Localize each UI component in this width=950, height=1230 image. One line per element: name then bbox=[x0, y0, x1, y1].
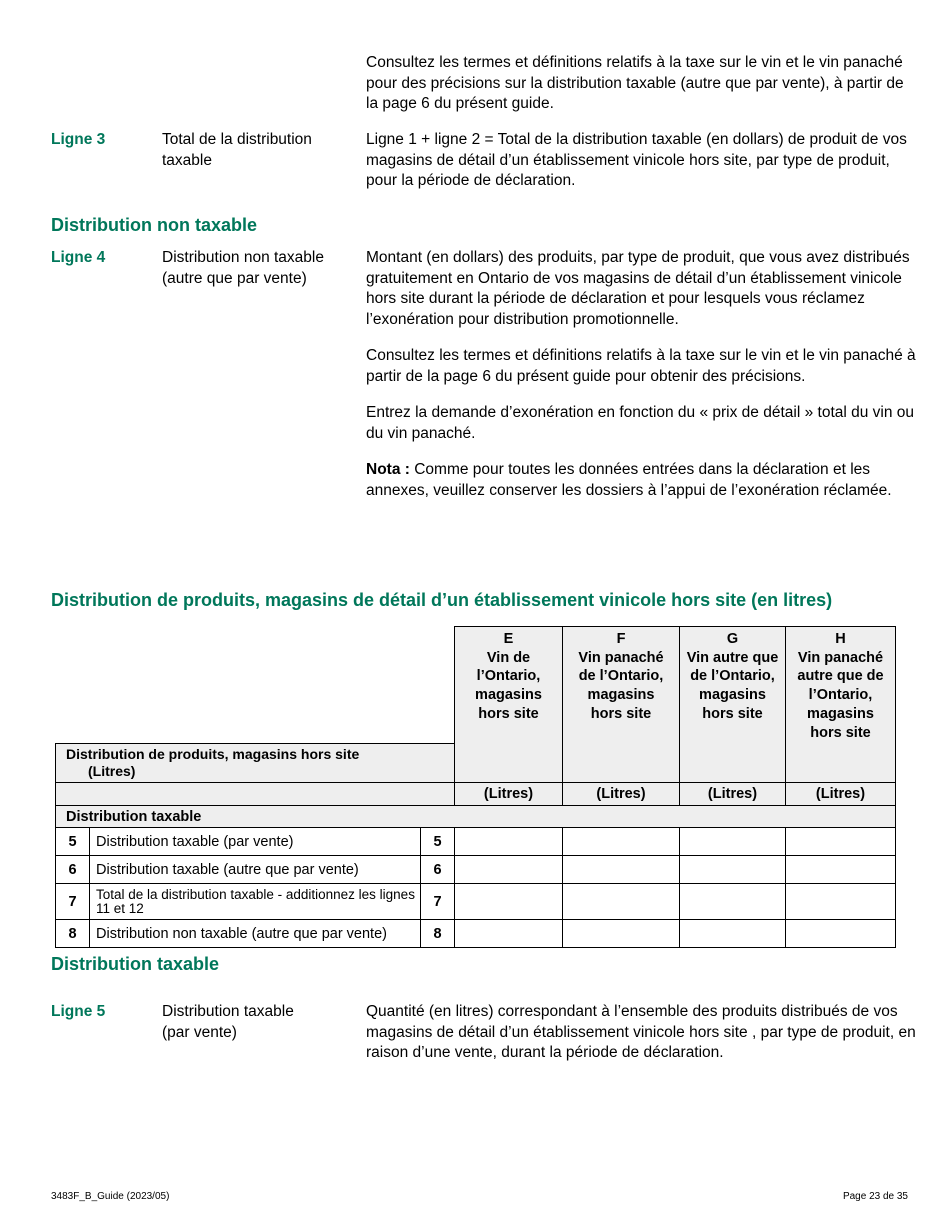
column-header-e: E Vin de l’Ontario, magasins hors site bbox=[455, 627, 563, 783]
unit-e: (Litres) bbox=[455, 783, 563, 806]
ligne4-para3: Entrez la demande d’exonération en fonction du « prix de détail » total du vin ou du vin panaché. bbox=[366, 404, 915, 442]
input-cell-8h[interactable] bbox=[786, 920, 896, 948]
ligne4-para1: Montant (en dollars) des produits, par type de produit, que vous avez distribués gratuitement en Ontario de vos magasins de détail d’un établissement vinicole hors site durant la période de déclaration et pour lesquels vous réclamez l’exonération pour distribution promotionnelle. bbox=[366, 249, 910, 328]
ligne4-nota bbox=[366, 460, 916, 501]
table-unit-spacer bbox=[56, 783, 455, 806]
footer-page-number: Page 23 de 35 bbox=[842, 1191, 908, 1202]
table-row: 5 Distribution taxable (par vente) 5 bbox=[56, 828, 896, 856]
input-cell-7g[interactable] bbox=[680, 884, 786, 920]
input-cell-7h[interactable] bbox=[786, 884, 896, 920]
table-row: 6 Distribution taxable (autre que par vente) 6 bbox=[56, 856, 896, 884]
ligne5-title: Distribution taxable (par vente) bbox=[162, 1003, 294, 1041]
intro-note: Consultez les termes et définitions relatifs à la taxe sur le vin et le vin panaché pour des précisions sur la distribution taxable (autre que par vente), à partir de la page 6 du présent guide. bbox=[366, 54, 904, 112]
input-cell-5f[interactable] bbox=[563, 828, 680, 856]
input-cell-5e[interactable] bbox=[455, 828, 563, 856]
ligne4-label: Ligne 4 bbox=[51, 249, 106, 266]
section-heading-non-taxable: Distribution non taxable bbox=[51, 215, 258, 235]
input-cell-8e[interactable] bbox=[455, 920, 563, 948]
nota-text: Comme pour toutes les données entrées dans la déclaration et les annexes, veuillez conserver les dossiers à l’appui de l’exonération réclamée. bbox=[366, 461, 892, 499]
column-header-f: F Vin panaché de l’Ontario, magasins hors site bbox=[563, 627, 680, 783]
ligne3-title: Total de la distribution taxable bbox=[162, 131, 312, 169]
ligne5-label: Ligne 5 bbox=[51, 1003, 106, 1020]
unit-f: (Litres) bbox=[563, 783, 680, 806]
nota-label: Nota : bbox=[366, 461, 410, 478]
table-row-header: Distribution de produits, magasins hors site (Litres) bbox=[56, 744, 455, 783]
input-cell-6f[interactable] bbox=[563, 856, 680, 884]
footer-form-code: 3483F_B_Guide (2023/05) bbox=[51, 1191, 170, 1202]
column-header-g: G Vin autre que de l’Ontario, magasins hors site bbox=[680, 627, 786, 783]
unit-h: (Litres) bbox=[786, 783, 896, 806]
ligne4-para2: Consultez les termes et définitions relatifs à la taxe sur le vin et le vin panaché à partir de la page 6 du présent guide pour obtenir des précisions. bbox=[366, 347, 916, 385]
table-section-row: Distribution taxable bbox=[56, 806, 896, 828]
input-cell-5h[interactable] bbox=[786, 828, 896, 856]
input-cell-8f[interactable] bbox=[563, 920, 680, 948]
table-corner bbox=[56, 627, 455, 744]
distribution-table bbox=[55, 626, 896, 948]
ligne3-description: Ligne 1 + ligne 2 = Total de la distribution taxable (en dollars) de produit de vos magasins de détail d’un établissement vinicole hors site, par type de produit, pour la période de déclaration. bbox=[366, 131, 907, 189]
input-cell-6e[interactable] bbox=[455, 856, 563, 884]
input-cell-8g[interactable] bbox=[680, 920, 786, 948]
section-heading-taxable: Distribution taxable bbox=[51, 954, 220, 974]
ligne4-description bbox=[366, 248, 916, 501]
ligne5-description: Quantité (en litres) correspondant à l’ensemble des produits distribués de vos magasins de détail d’un établissement vinicole hors site , par type de produit, en raison d’une vente, durant la période de déclaration. bbox=[366, 1003, 916, 1061]
table-section-heading: Distribution de produits, magasins de détail d’un établissement vinicole hors site (en litres) bbox=[51, 590, 833, 610]
unit-g: (Litres) bbox=[680, 783, 786, 806]
ligne4-title: Distribution non taxable (autre que par vente) bbox=[162, 249, 324, 287]
input-cell-7f[interactable] bbox=[563, 884, 680, 920]
column-header-h: H Vin panaché autre que de l’Ontario, magasins hors site bbox=[786, 627, 896, 783]
input-cell-6g[interactable] bbox=[680, 856, 786, 884]
input-cell-7e[interactable] bbox=[455, 884, 563, 920]
table-row: 8 Distribution non taxable (autre que par vente) 8 bbox=[56, 920, 896, 948]
input-cell-6h[interactable] bbox=[786, 856, 896, 884]
ligne3-label: Ligne 3 bbox=[51, 131, 106, 148]
table-row: 7 Total de la distribution taxable - additionnez les lignes 11 et 12 7 bbox=[56, 884, 896, 920]
input-cell-5g[interactable] bbox=[680, 828, 786, 856]
